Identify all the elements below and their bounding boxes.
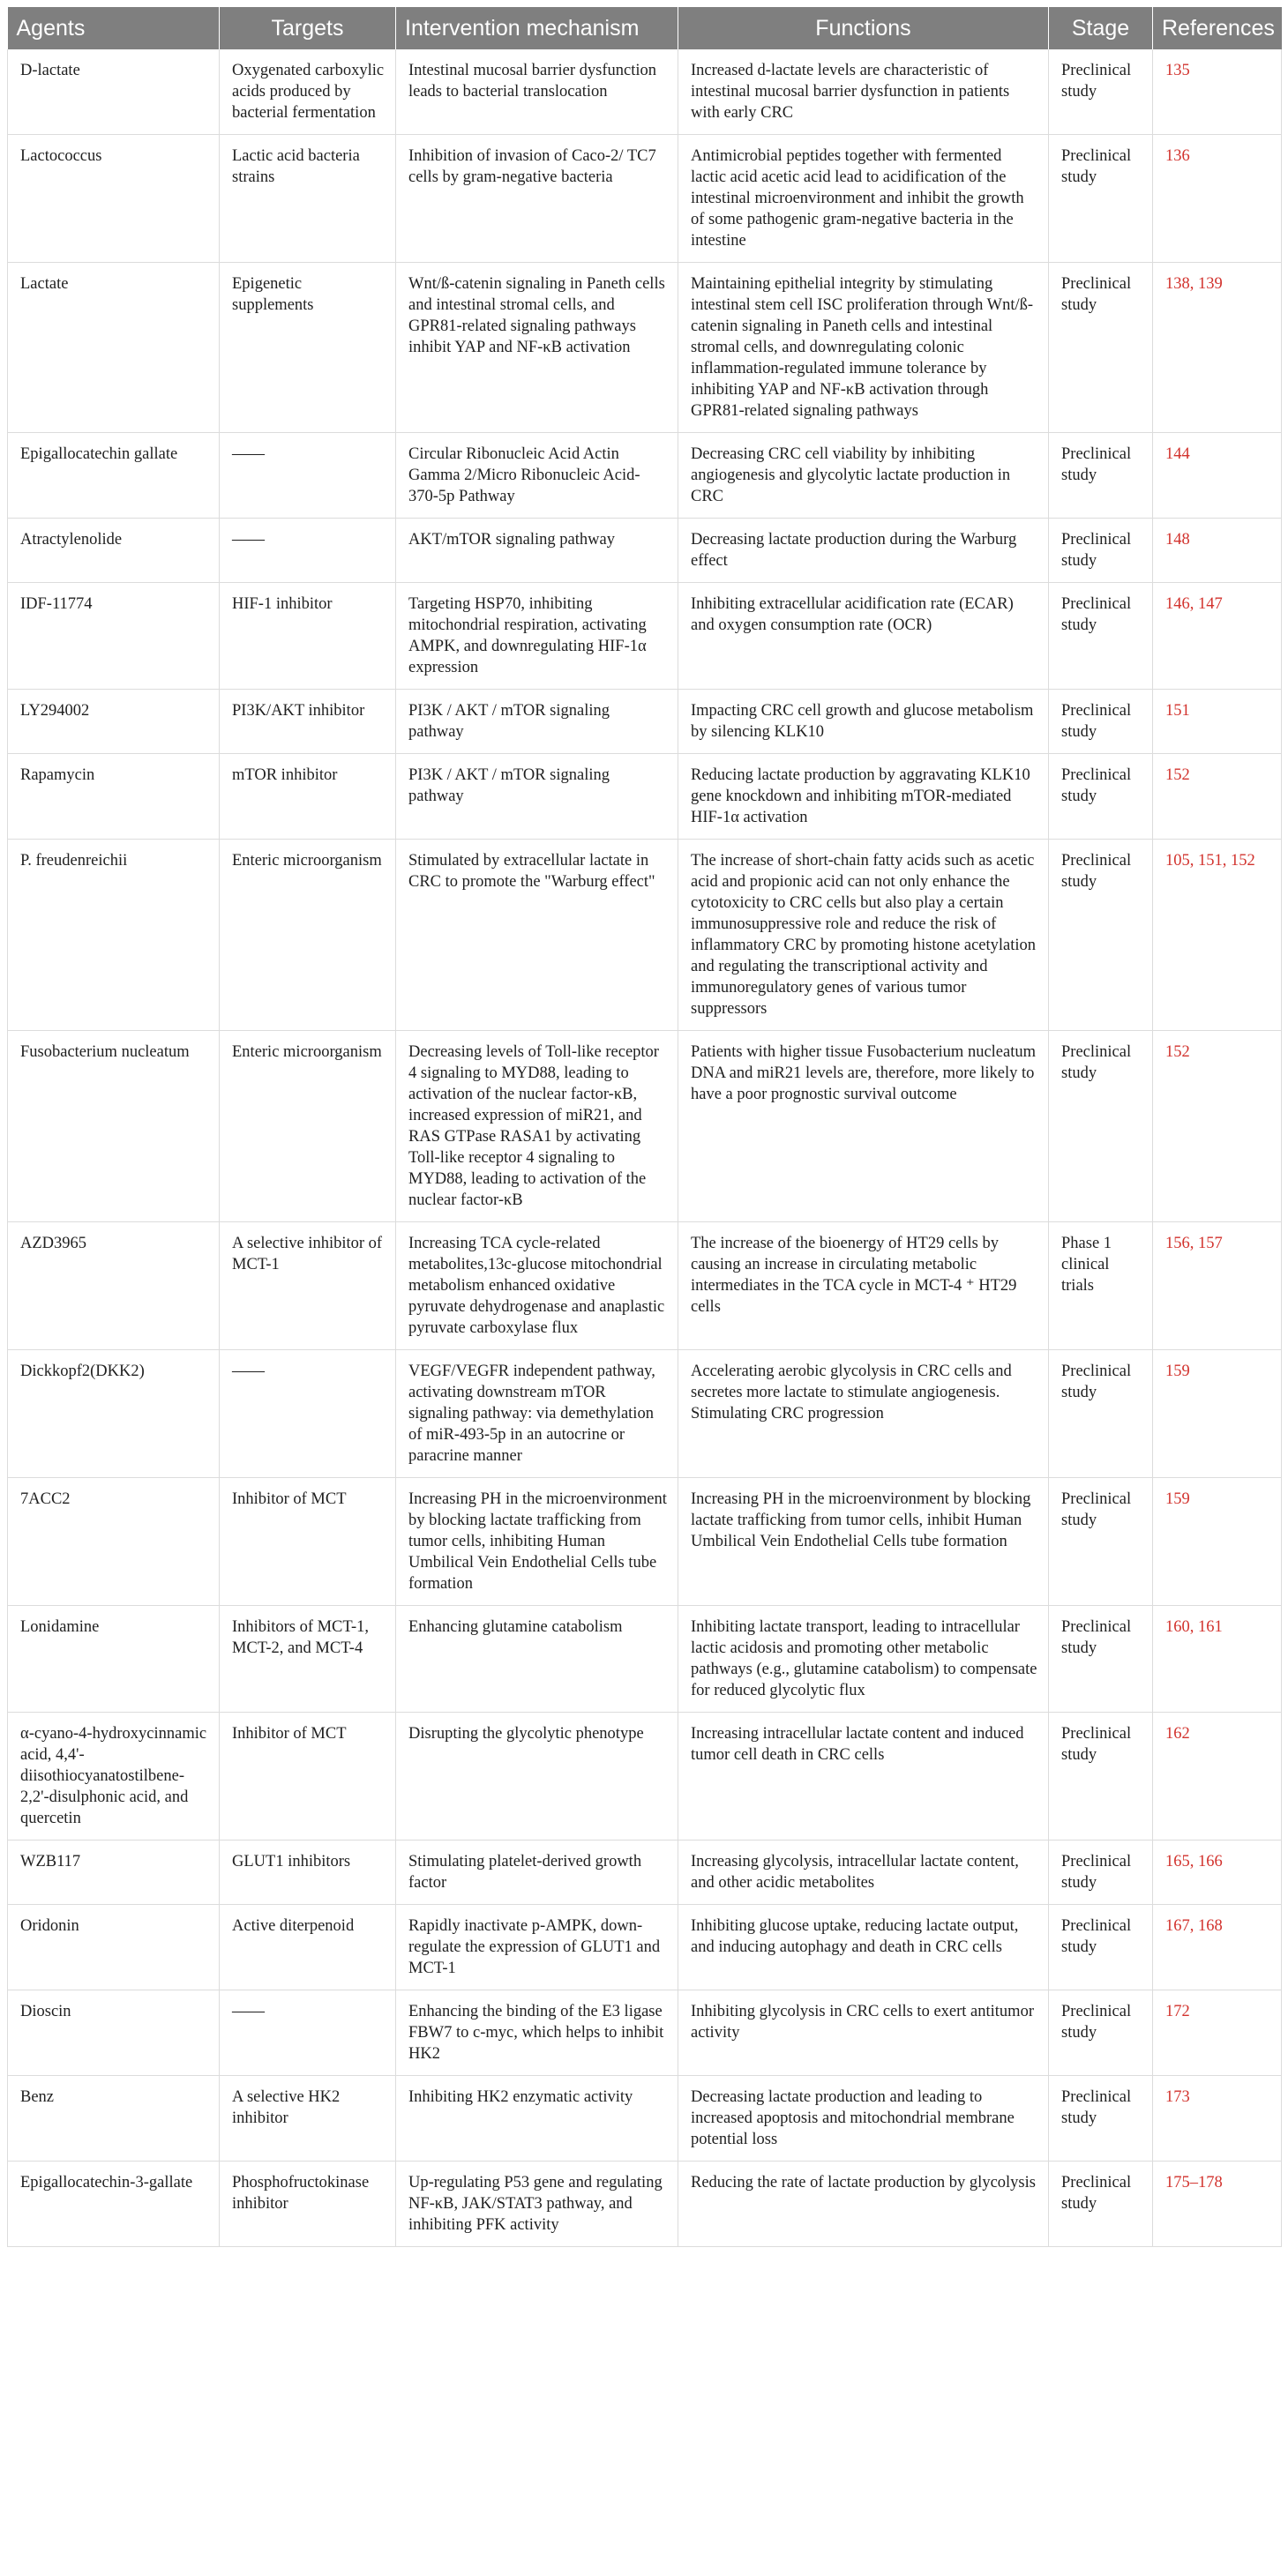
cell-target: Epigenetic supplements — [220, 263, 396, 433]
cell-agent: LY294002 — [8, 690, 220, 754]
cell-references-link[interactable]: 175–178 — [1153, 2162, 1282, 2247]
cell-stage: Preclinical study — [1049, 840, 1153, 1031]
cell-stage: Preclinical study — [1049, 519, 1153, 583]
cell-target: Oxygenated carboxylic acids produced by bacterial fermentation — [220, 49, 396, 135]
cell-references-link[interactable]: 156, 157 — [1153, 1222, 1282, 1350]
cell-target: HIF-1 inhibitor — [220, 583, 396, 690]
table-header — [8, 7, 1282, 49]
cell-references-link[interactable]: 160, 161 — [1153, 1606, 1282, 1713]
cell-agent: Oridonin — [8, 1905, 220, 1990]
agents-table — [7, 7, 1282, 2247]
cell-stage: Preclinical study — [1049, 1350, 1153, 1478]
table-row — [8, 1350, 1282, 1478]
cell-references-link[interactable]: 159 — [1153, 1478, 1282, 1606]
cell-mechanism: Increasing PH in the microenvironment by blocking lactate trafficking from tumor cells, inhibiting Human Umbilical Vein Endothelial Cells tube formation — [396, 1478, 678, 1606]
cell-mechanism: Decreasing levels of Toll-like receptor 4 signaling to MYD88, leading to activation of the nuclear factor-κB, increased expression of miR21, and RAS GTPase RASA1 by activating Toll-like receptor 4 signaling to MYD88, leading to activation of the nuclear factor-κB — [396, 1031, 678, 1222]
header-mechanism: Intervention mechanism — [396, 7, 678, 49]
cell-function: Patients with higher tissue Fusobacterium nucleatum DNA and miR21 levels are, therefore, more likely to have a poor prognostic survival outcome — [678, 1031, 1049, 1222]
cell-references-link[interactable]: 162 — [1153, 1713, 1282, 1841]
cell-function: Inhibiting glycolysis in CRC cells to exert antitumor activity — [678, 1990, 1049, 2076]
cell-stage: Preclinical study — [1049, 1713, 1153, 1841]
cell-target: Active diterpenoid — [220, 1905, 396, 1990]
cell-mechanism: Inhibition of invasion of Caco-2/ TC7 cells by gram-negative bacteria — [396, 135, 678, 263]
cell-mechanism: Disrupting the glycolytic phenotype — [396, 1713, 678, 1841]
cell-mechanism: Enhancing glutamine catabolism — [396, 1606, 678, 1713]
cell-function: Inhibiting glucose uptake, reducing lactate output, and inducing autophagy and death in CRC cells — [678, 1905, 1049, 1990]
cell-target: Inhibitors of MCT-1, MCT-2, and MCT-4 — [220, 1606, 396, 1713]
cell-references-link[interactable]: 105, 151, 152 — [1153, 840, 1282, 1031]
cell-mechanism: AKT/mTOR signaling pathway — [396, 519, 678, 583]
cell-agent: WZB117 — [8, 1841, 220, 1905]
cell-target: GLUT1 inhibitors — [220, 1841, 396, 1905]
table-row — [8, 1990, 1282, 2076]
cell-references-link[interactable]: 152 — [1153, 1031, 1282, 1222]
cell-function: Decreasing lactate production and leading to increased apoptosis and mitochondrial membrane potential loss — [678, 2076, 1049, 2162]
cell-stage: Preclinical study — [1049, 263, 1153, 433]
cell-function: Antimicrobial peptides together with fermented lactic acid acetic acid lead to acidification of the intestinal microenvironment and inhibit the growth of some pathogenic gram-negative bacteria in the intestine — [678, 135, 1049, 263]
header-references: References — [1153, 7, 1282, 49]
cell-references-link[interactable]: 138, 139 — [1153, 263, 1282, 433]
table-row — [8, 1031, 1282, 1222]
table-row — [8, 2076, 1282, 2162]
cell-agent: Lactate — [8, 263, 220, 433]
cell-agent: Lonidamine — [8, 1606, 220, 1713]
cell-mechanism: Increasing TCA cycle-related metabolites,13c-glucose mitochondrial metabolism enhanced oxidative pyruvate dehydrogenase and anaplastic pyruvate carboxylase flux — [396, 1222, 678, 1350]
header-agents: Agents — [8, 7, 220, 49]
table-row — [8, 433, 1282, 519]
cell-agent: Dioscin — [8, 1990, 220, 2076]
table-row — [8, 840, 1282, 1031]
cell-references-link[interactable]: 173 — [1153, 2076, 1282, 2162]
cell-target: Lactic acid bacteria strains — [220, 135, 396, 263]
cell-agent: Lactococcus — [8, 135, 220, 263]
cell-target: mTOR inhibitor — [220, 754, 396, 840]
table-row — [8, 1905, 1282, 1990]
cell-mechanism: Enhancing the binding of the E3 ligase FBW7 to c-myc, which helps to inhibit HK2 — [396, 1990, 678, 2076]
cell-agent: Epigallocatechin-3-gallate — [8, 2162, 220, 2247]
cell-target: A selective inhibitor of MCT-1 — [220, 1222, 396, 1350]
cell-agent: D-lactate — [8, 49, 220, 135]
table-row — [8, 583, 1282, 690]
table-row — [8, 754, 1282, 840]
cell-function: Decreasing lactate production during the Warburg effect — [678, 519, 1049, 583]
cell-references-link[interactable]: 172 — [1153, 1990, 1282, 2076]
cell-target: —— — [220, 519, 396, 583]
cell-mechanism: Targeting HSP70, inhibiting mitochondrial respiration, activating AMPK, and downregulating HIF-1α expression — [396, 583, 678, 690]
cell-references-link[interactable]: 165, 166 — [1153, 1841, 1282, 1905]
table-row — [8, 135, 1282, 263]
table-row — [8, 1606, 1282, 1713]
cell-agent: P. freudenreichii — [8, 840, 220, 1031]
cell-stage: Phase 1 clinical trials — [1049, 1222, 1153, 1350]
table-row — [8, 1222, 1282, 1350]
cell-stage: Preclinical study — [1049, 690, 1153, 754]
cell-stage: Preclinical study — [1049, 135, 1153, 263]
cell-references-link[interactable]: 152 — [1153, 754, 1282, 840]
cell-agent: α-cyano-4-hydroxycinnamic acid, 4,4'-diisothiocyanatostilbene-2,2'-disulphonic acid, and quercetin — [8, 1713, 220, 1841]
cell-target: Inhibitor of MCT — [220, 1713, 396, 1841]
cell-mechanism: Stimulating platelet-derived growth factor — [396, 1841, 678, 1905]
cell-stage: Preclinical study — [1049, 583, 1153, 690]
cell-target: —— — [220, 433, 396, 519]
cell-mechanism: Inhibiting HK2 enzymatic activity — [396, 2076, 678, 2162]
cell-mechanism: VEGF/VEGFR independent pathway, activating downstream mTOR signaling pathway: via demethylation of miR-493-5p in an autocrine or paracrine manner — [396, 1350, 678, 1478]
cell-stage: Preclinical study — [1049, 1031, 1153, 1222]
cell-mechanism: Stimulated by extracellular lactate in CRC to promote the "Warburg effect" — [396, 840, 678, 1031]
cell-agent: 7ACC2 — [8, 1478, 220, 1606]
cell-stage: Preclinical study — [1049, 2162, 1153, 2247]
cell-stage: Preclinical study — [1049, 754, 1153, 840]
cell-function: Reducing the rate of lactate production by glycolysis — [678, 2162, 1049, 2247]
cell-function: Increasing PH in the microenvironment by blocking lactate trafficking from tumor cells, inhibit Human Umbilical Vein Endothelial Cells tube formation — [678, 1478, 1049, 1606]
cell-mechanism: Wnt/ß-catenin signaling in Paneth cells and intestinal stromal cells, and GPR81-related signaling pathways inhibit YAP and NF-κB activation — [396, 263, 678, 433]
cell-references-link[interactable]: 151 — [1153, 690, 1282, 754]
table-row — [8, 263, 1282, 433]
cell-function: The increase of the bioenergy of HT29 cells by causing an increase in circulating metabolic intermediates in the TCA cycle in MCT-4 ⁺ HT29 cells — [678, 1222, 1049, 1350]
cell-mechanism: Intestinal mucosal barrier dysfunction leads to bacterial translocation — [396, 49, 678, 135]
table-row — [8, 1478, 1282, 1606]
cell-references-link[interactable]: 167, 168 — [1153, 1905, 1282, 1990]
cell-agent: Benz — [8, 2076, 220, 2162]
cell-agent: Dickkopf2(DKK2) — [8, 1350, 220, 1478]
cell-function: The increase of short-chain fatty acids such as acetic acid and propionic acid can not only enhance the cytotoxicity to CRC cells but also play a certain immunosuppressive role and reduce the risk of inflammatory CRC by promoting histone acetylation and regulating the transcriptional activity and immunoregulatory genes of various tumor suppressors — [678, 840, 1049, 1031]
cell-agent: Fusobacterium nucleatum — [8, 1031, 220, 1222]
cell-stage: Preclinical study — [1049, 1905, 1153, 1990]
cell-agent: AZD3965 — [8, 1222, 220, 1350]
cell-function: Reducing lactate production by aggravating KLK10 gene knockdown and inhibiting mTOR-mediated HIF-1α activation — [678, 754, 1049, 840]
cell-references-link[interactable]: 146, 147 — [1153, 583, 1282, 690]
cell-function: Maintaining epithelial integrity by stimulating intestinal stem cell ISC proliferation through Wnt/ß-catenin signaling in Paneth cells and intestinal stromal cells, and downregulating colonic inflammation-regulated immune tolerance by inhibiting YAP and NF-κB activation through GPR81-related signaling pathways — [678, 263, 1049, 433]
cell-stage: Preclinical study — [1049, 1606, 1153, 1713]
cell-stage: Preclinical study — [1049, 1841, 1153, 1905]
cell-mechanism: PI3K / AKT / mTOR signaling pathway — [396, 690, 678, 754]
cell-function: Decreasing CRC cell viability by inhibiting angiogenesis and glycolytic lactate production in CRC — [678, 433, 1049, 519]
cell-stage: Preclinical study — [1049, 1478, 1153, 1606]
cell-target: Enteric microorganism — [220, 1031, 396, 1222]
table-body — [8, 49, 1282, 2247]
cell-stage: Preclinical study — [1049, 1990, 1153, 2076]
cell-mechanism: Rapidly inactivate p-AMPK, down-regulate the expression of GLUT1 and MCT-1 — [396, 1905, 678, 1990]
table-row — [8, 1841, 1282, 1905]
cell-function: Inhibiting lactate transport, leading to intracellular lactic acidosis and promoting other metabolic pathways (e.g., glutamine catabolism) to compensate for reduced glycolytic flux — [678, 1606, 1049, 1713]
cell-references-link[interactable]: 144 — [1153, 433, 1282, 519]
cell-target: Enteric microorganism — [220, 840, 396, 1031]
table-row — [8, 2162, 1282, 2247]
cell-function: Increased d-lactate levels are characteristic of intestinal mucosal barrier dysfunction in patients with early CRC — [678, 49, 1049, 135]
cell-function: Increasing glycolysis, intracellular lactate content, and other acidic metabolites — [678, 1841, 1049, 1905]
header-stage: Stage — [1049, 7, 1153, 49]
cell-references-link[interactable]: 136 — [1153, 135, 1282, 263]
cell-function: Impacting CRC cell growth and glucose metabolism by silencing KLK10 — [678, 690, 1049, 754]
table-row — [8, 690, 1282, 754]
cell-target: A selective HK2 inhibitor — [220, 2076, 396, 2162]
cell-stage: Preclinical study — [1049, 2076, 1153, 2162]
table-row — [8, 49, 1282, 135]
cell-function: Inhibiting extracellular acidification rate (ECAR) and oxygen consumption rate (OCR) — [678, 583, 1049, 690]
cell-references-link[interactable]: 148 — [1153, 519, 1282, 583]
cell-mechanism: Circular Ribonucleic Acid Actin Gamma 2/Micro Ribonucleic Acid-370-5p Pathway — [396, 433, 678, 519]
cell-stage: Preclinical study — [1049, 49, 1153, 135]
cell-agent: Epigallocatechin gallate — [8, 433, 220, 519]
cell-agent: IDF-11774 — [8, 583, 220, 690]
table-row — [8, 1713, 1282, 1841]
header-functions: Functions — [678, 7, 1049, 49]
cell-references-link[interactable]: 159 — [1153, 1350, 1282, 1478]
cell-target: —— — [220, 1990, 396, 2076]
cell-stage: Preclinical study — [1049, 433, 1153, 519]
cell-target: PI3K/AKT inhibitor — [220, 690, 396, 754]
cell-function: Increasing intracellular lactate content and induced tumor cell death in CRC cells — [678, 1713, 1049, 1841]
cell-mechanism: PI3K / AKT / mTOR signaling pathway — [396, 754, 678, 840]
cell-mechanism: Up-regulating P53 gene and regulating NF-κB, JAK/STAT3 pathway, and inhibiting PFK activity — [396, 2162, 678, 2247]
cell-target: Inhibitor of MCT — [220, 1478, 396, 1606]
cell-references-link[interactable]: 135 — [1153, 49, 1282, 135]
cell-agent: Atractylenolide — [8, 519, 220, 583]
cell-target: —— — [220, 1350, 396, 1478]
cell-agent: Rapamycin — [8, 754, 220, 840]
table-row — [8, 519, 1282, 583]
header-row — [8, 7, 1282, 49]
cell-target: Phosphofructokinase inhibitor — [220, 2162, 396, 2247]
header-targets: Targets — [220, 7, 396, 49]
cell-function: Accelerating aerobic glycolysis in CRC cells and secretes more lactate to stimulate angiogenesis. Stimulating CRC progression — [678, 1350, 1049, 1478]
